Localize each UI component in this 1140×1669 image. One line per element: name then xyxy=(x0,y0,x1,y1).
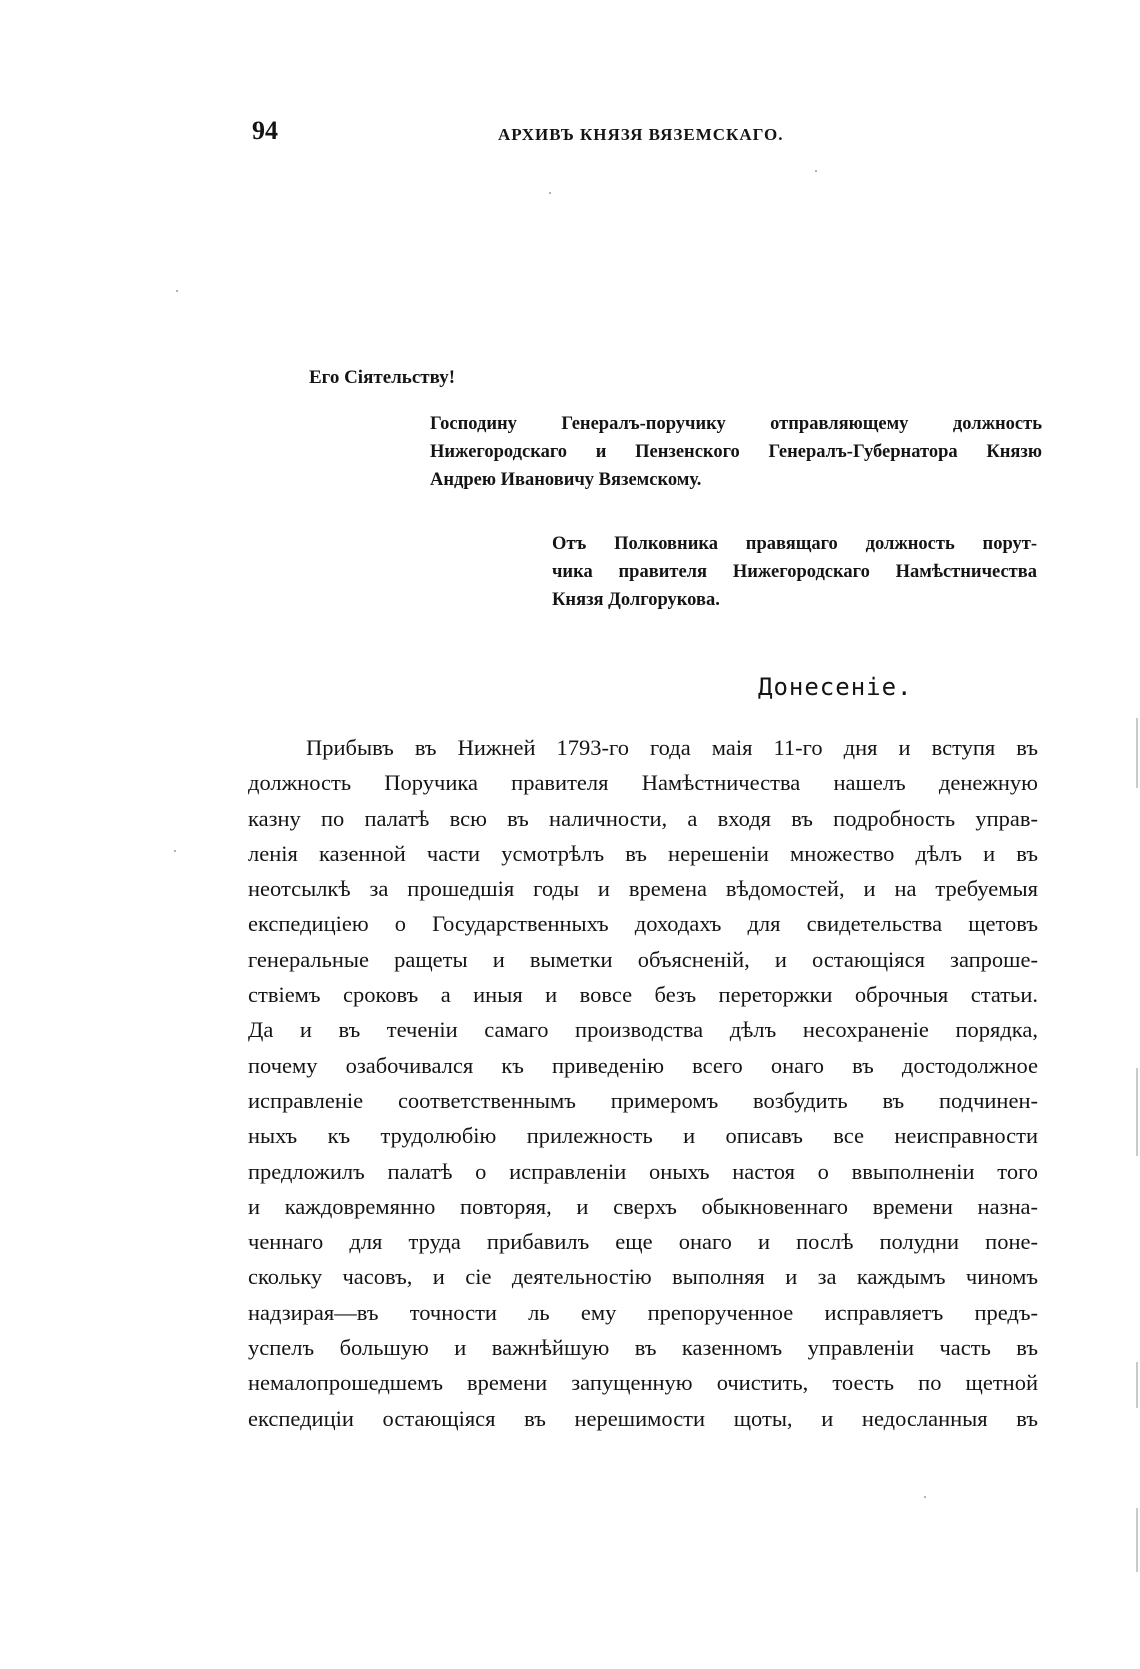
body-line: казну по палатѣ всю въ наличности, а входя въ подробность управ- xyxy=(248,805,1038,831)
body-line: Да и въ теченіи самаго производства дѣлъ несохраненіе порядка, xyxy=(248,1017,1038,1043)
report-title: Донесеніе. xyxy=(758,673,913,701)
body-line: немалопрошедшемъ времени запущенную очистить, тоесть по щетной xyxy=(248,1370,1038,1396)
addressee-line: Андрею Ивановичу Вяземскому. xyxy=(430,470,702,490)
body-line: успелъ большую и важнѣйшую въ казенномъ управленіи часть въ xyxy=(248,1335,1038,1361)
salutation: Его Сіятельству! xyxy=(309,367,456,388)
scan-margin-mark xyxy=(1136,1508,1138,1572)
scan-margin-mark xyxy=(1136,1362,1138,1408)
addressee-line: Господину Генералъ-поручику отправляющему должность xyxy=(430,414,1042,434)
running-head: АРХИВЪ КНЯЗЯ ВЯЗЕМСКАГО. xyxy=(498,125,784,144)
report-body xyxy=(248,730,1038,1436)
body-line: експедиціею о Государственныхъ доходахъ для свидетельства щетовъ xyxy=(248,911,1038,937)
body-line: неотсылкѣ за прошедшія годы и времена вѣдомостей, и на требуемыя xyxy=(248,876,1038,902)
scan-speck xyxy=(549,192,551,194)
body-line: и каждовремянно повторяя, и сверхъ обыкновеннаго времени назна- xyxy=(248,1193,1038,1219)
sender-line: Отъ Полковника правящаго должность порут- xyxy=(552,534,1037,554)
body-line: должность Поручика правителя Намѣстничества нашелъ денежную xyxy=(248,770,1038,796)
scan-margin-mark xyxy=(1136,1068,1138,1156)
body-line: Прибывъ въ Нижней 1793-го года маія 11-го дня и вступя въ xyxy=(306,735,1038,760)
body-line: исправленіе соответственнымъ примеромъ возбудить въ подчинен- xyxy=(248,1087,1038,1113)
body-line: експедиціи остающіяся въ нерешимости щоты, и недосланныя въ xyxy=(248,1405,1038,1431)
body-line: надзирая—въ точности ль ему препорученное исправляетъ предъ- xyxy=(248,1299,1038,1325)
body-line: генеральные ращеты и выметки объясненій, и остающіяся запроше- xyxy=(248,946,1038,972)
body-line: почему озабочивался къ приведенію всего онаго въ достодолжное xyxy=(248,1052,1038,1078)
body-line: ленія казенной части усмотрѣлъ въ нерешеніи множество дѣлъ и въ xyxy=(248,840,1038,866)
sender-block xyxy=(552,530,1037,614)
body-line: ченнаго для труда прибавилъ еще онаго и послѣ полудни поне- xyxy=(248,1229,1038,1255)
sender-line: Князя Долгорукова. xyxy=(552,590,720,610)
body-line: ствіемъ сроковъ а иныя и вовсе безъ переторжки оброчныя статьи. xyxy=(248,982,1038,1008)
addressee-line: Нижегородскаго и Пензенского Генералъ-Губернатора Князю xyxy=(430,442,1042,462)
scan-speck xyxy=(174,850,176,852)
body-line: ныхъ къ трудолюбію прилежность и описавъ все неисправности xyxy=(248,1123,1038,1149)
scan-speck xyxy=(176,290,178,292)
addressee-block xyxy=(430,410,1042,494)
body-line: предложилъ палатѣ о исправленіи оныхъ настоя о ввыполненіи того xyxy=(248,1158,1038,1184)
scan-speck xyxy=(924,1496,926,1498)
page-number: 94 xyxy=(252,116,278,145)
scan-margin-mark xyxy=(1136,718,1138,788)
scan-speck xyxy=(815,170,817,172)
body-line: скольку часовъ, и сіе деятельностію выполняя и за каждымъ чиномъ xyxy=(248,1264,1038,1290)
sender-line: чика правителя Нижегородскаго Намѣстничества xyxy=(552,562,1037,582)
